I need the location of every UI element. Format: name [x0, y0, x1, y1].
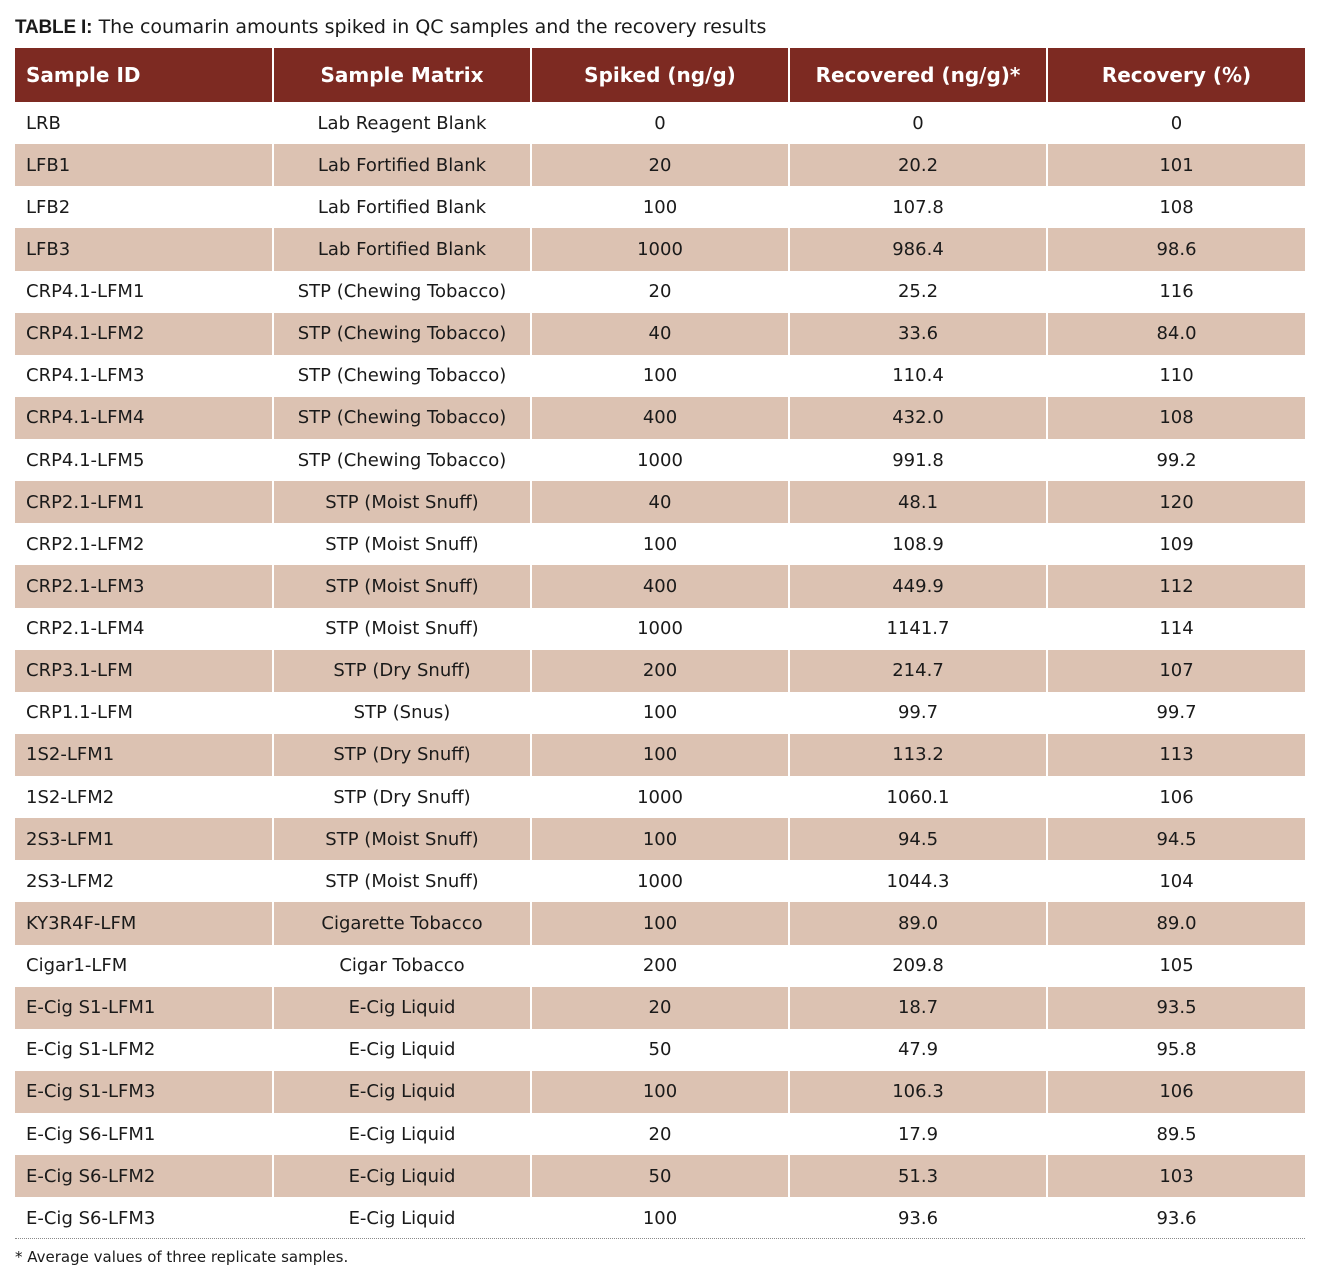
cell-recovered: 432.0 [789, 397, 1047, 439]
table-row [15, 1197, 1305, 1239]
cell-sample-matrix: Cigarette Tobacco [273, 902, 531, 944]
cell-recovered: 110.4 [789, 355, 1047, 397]
cell-sample-matrix: STP (Snus) [273, 692, 531, 734]
table-row [15, 692, 1305, 734]
cell-recovered: 94.5 [789, 818, 1047, 860]
column-header-sample-matrix: Sample Matrix [273, 48, 531, 102]
cell-sample-id: LFB3 [15, 228, 273, 270]
cell-recovered: 107.8 [789, 186, 1047, 228]
footnote-divider [15, 1238, 1305, 1239]
cell-recovery: 108 [1047, 186, 1305, 228]
cell-recovered: 108.9 [789, 523, 1047, 565]
cell-sample-id: E-Cig S6-LFM1 [26, 1123, 156, 1145]
cell-recovery: 109 [1047, 523, 1305, 565]
cell-recovery: 104 [1047, 860, 1305, 902]
cell-sample-matrix: STP (Moist Snuff) [273, 608, 531, 650]
cell-spiked: 100 [531, 902, 789, 944]
cell-recovery: 0 [1047, 102, 1305, 144]
column-header-spiked: Spiked (ng/g) [531, 48, 789, 102]
cell-recovery: 99.7 [1047, 692, 1305, 734]
cell-sample-id: KY3R4F-LFM [15, 902, 273, 944]
column-header-recovered: Recovered (ng/g)* [789, 48, 1047, 102]
cell-recovered: 113.2 [789, 734, 1047, 776]
cell-sample-id: LFB2 [26, 196, 71, 218]
cell-sample-id: 2S3-LFM1 [15, 818, 273, 860]
cell-sample-matrix: E-Cig Liquid [273, 1029, 531, 1071]
table-caption-label: TABLE I: [15, 17, 93, 38]
cell-sample-matrix: STP (Moist Snuff) [273, 565, 531, 607]
cell-spiked: 100 [531, 734, 789, 776]
table-row [15, 228, 1305, 270]
cell-spiked: 100 [531, 692, 789, 734]
cell-sample-id: CRP1.1-LFM [26, 702, 133, 724]
cell-recovery: 89.5 [1047, 1113, 1305, 1155]
table-row [15, 650, 1305, 692]
cell-recovery: 89.0 [1047, 902, 1305, 944]
table-row [15, 144, 1305, 186]
table-row [15, 734, 1305, 776]
cell-recovered: 1044.3 [789, 860, 1047, 902]
cell-recovery: 93.5 [1047, 987, 1305, 1029]
cell-recovery: 98.6 [1047, 228, 1305, 270]
cell-recovered: 17.9 [789, 1113, 1047, 1155]
cell-sample-id: CRP4.1-LFM3 [26, 365, 145, 387]
cell-sample-id: CRP2.1-LFM1 [15, 481, 273, 523]
cell-sample-matrix: STP (Chewing Tobacco) [273, 439, 531, 481]
cell-spiked: 50 [531, 1029, 789, 1071]
cell-recovered: 1141.7 [789, 608, 1047, 650]
cell-recovered: 99.7 [789, 692, 1047, 734]
cell-spiked: 20 [531, 271, 789, 313]
cell-spiked: 1000 [531, 608, 789, 650]
cell-spiked: 100 [531, 355, 789, 397]
table-row [15, 186, 1305, 228]
cell-sample-matrix: E-Cig Liquid [273, 987, 531, 1029]
cell-recovery: 108 [1047, 397, 1305, 439]
cell-spiked: 400 [531, 397, 789, 439]
cell-spiked: 50 [531, 1155, 789, 1197]
cell-recovered: 33.6 [789, 313, 1047, 355]
cell-spiked: 1000 [531, 776, 789, 818]
cell-sample-matrix: STP (Dry Snuff) [273, 650, 531, 692]
table-row [15, 608, 1305, 650]
cell-sample-id: CRP4.1-LFM5 [26, 449, 145, 471]
cell-spiked: 400 [531, 565, 789, 607]
table-row [15, 1071, 1305, 1113]
table-row [15, 481, 1305, 523]
cell-recovered: 214.7 [789, 650, 1047, 692]
cell-recovery: 110 [1047, 355, 1305, 397]
cell-recovery: 105 [1047, 945, 1305, 987]
table-row [15, 1029, 1305, 1071]
cell-sample-matrix: STP (Moist Snuff) [273, 818, 531, 860]
cell-sample-matrix: STP (Moist Snuff) [273, 481, 531, 523]
cell-sample-id: Cigar1-LFM [26, 955, 128, 977]
cell-recovered: 986.4 [789, 228, 1047, 270]
column-header-recovery: Recovery (%) [1047, 48, 1305, 102]
cell-sample-id: CRP2.1-LFM3 [15, 565, 273, 607]
cell-sample-id: CRP4.1-LFM1 [26, 281, 145, 303]
cell-spiked: 1000 [531, 439, 789, 481]
cell-recovered: 1060.1 [789, 776, 1047, 818]
cell-spiked: 20 [531, 987, 789, 1029]
cell-spiked: 100 [531, 1197, 789, 1239]
table-row [15, 987, 1305, 1029]
cell-spiked: 20 [531, 1113, 789, 1155]
table-caption-title: The coumarin amounts spiked in QC samples and the recovery results [98, 16, 767, 38]
cell-sample-matrix: Lab Fortified Blank [273, 228, 531, 270]
cell-recovery: 99.2 [1047, 439, 1305, 481]
cell-recovered: 991.8 [789, 439, 1047, 481]
cell-sample-id: CRP2.1-LFM4 [26, 618, 145, 640]
cell-spiked: 200 [531, 650, 789, 692]
cell-sample-matrix: E-Cig Liquid [273, 1155, 531, 1197]
cell-sample-matrix: STP (Chewing Tobacco) [273, 355, 531, 397]
cell-recovered: 209.8 [789, 945, 1047, 987]
cell-recovered: 449.9 [789, 565, 1047, 607]
cell-recovered: 48.1 [789, 481, 1047, 523]
cell-sample-id: E-Cig S6-LFM3 [26, 1207, 156, 1229]
cell-sample-matrix: E-Cig Liquid [273, 1071, 531, 1113]
cell-spiked: 100 [531, 523, 789, 565]
table-row [15, 860, 1305, 902]
table-row [15, 1113, 1305, 1155]
table-row [15, 355, 1305, 397]
cell-sample-id: LRB [26, 112, 61, 134]
table-header-row [15, 48, 1305, 102]
cell-recovered: 89.0 [789, 902, 1047, 944]
cell-spiked: 100 [531, 818, 789, 860]
cell-sample-matrix: Cigar Tobacco [273, 945, 531, 987]
cell-sample-matrix: STP (Moist Snuff) [273, 523, 531, 565]
cell-recovered: 18.7 [789, 987, 1047, 1029]
cell-recovery: 113 [1047, 734, 1305, 776]
cell-recovered: 93.6 [789, 1197, 1047, 1239]
cell-recovery: 94.5 [1047, 818, 1305, 860]
table-row [15, 1155, 1305, 1197]
table-caption [15, 12, 766, 42]
cell-sample-id: 2S3-LFM2 [26, 870, 115, 892]
table-header [15, 48, 1305, 102]
cell-spiked: 0 [531, 102, 789, 144]
table-row [15, 523, 1305, 565]
cell-sample-id: 1S2-LFM2 [26, 786, 115, 808]
cell-sample-matrix: STP (Dry Snuff) [273, 734, 531, 776]
cell-recovery: 107 [1047, 650, 1305, 692]
table-row [15, 397, 1305, 439]
cell-sample-matrix: STP (Dry Snuff) [273, 776, 531, 818]
cell-recovered: 20.2 [789, 144, 1047, 186]
cell-sample-matrix: E-Cig Liquid [273, 1197, 531, 1239]
table-row [15, 818, 1305, 860]
cell-recovery: 84.0 [1047, 313, 1305, 355]
cell-sample-id: CRP4.1-LFM4 [15, 397, 273, 439]
table-row [15, 102, 1305, 144]
cell-recovered: 51.3 [789, 1155, 1047, 1197]
cell-sample-id: E-Cig S1-LFM2 [26, 1039, 156, 1061]
cell-sample-matrix: STP (Chewing Tobacco) [273, 313, 531, 355]
cell-recovery: 114 [1047, 608, 1305, 650]
table-row [15, 439, 1305, 481]
cell-spiked: 40 [531, 481, 789, 523]
table-row [15, 902, 1305, 944]
cell-sample-id: 1S2-LFM1 [15, 734, 273, 776]
cell-sample-matrix: E-Cig Liquid [273, 1113, 531, 1155]
table-row [15, 776, 1305, 818]
cell-sample-id: E-Cig S6-LFM2 [15, 1155, 273, 1197]
cell-sample-id: LFB1 [15, 144, 273, 186]
table-row [15, 313, 1305, 355]
cell-recovered: 25.2 [789, 271, 1047, 313]
cell-recovery: 120 [1047, 481, 1305, 523]
cell-recovery: 101 [1047, 144, 1305, 186]
table-row [15, 271, 1305, 313]
cell-sample-matrix: STP (Chewing Tobacco) [273, 271, 531, 313]
column-header-sample-id: Sample ID [15, 48, 273, 102]
table-footnote: * Average values of three replicate samples. [15, 1248, 349, 1266]
cell-recovery: 106 [1047, 776, 1305, 818]
recovery-table [15, 48, 1305, 1239]
cell-spiked: 100 [531, 186, 789, 228]
cell-recovery: 103 [1047, 1155, 1305, 1197]
cell-recovery: 116 [1047, 271, 1305, 313]
cell-spiked: 200 [531, 945, 789, 987]
table-row [15, 565, 1305, 607]
cell-sample-matrix: Lab Fortified Blank [273, 186, 531, 228]
table-body [15, 102, 1305, 1239]
cell-sample-id: E-Cig S1-LFM3 [15, 1071, 273, 1113]
cell-recovered: 0 [789, 102, 1047, 144]
cell-recovery: 106 [1047, 1071, 1305, 1113]
cell-sample-id: CRP4.1-LFM2 [15, 313, 273, 355]
cell-spiked: 40 [531, 313, 789, 355]
table-row [15, 945, 1305, 987]
cell-recovery: 93.6 [1047, 1197, 1305, 1239]
cell-spiked: 20 [531, 144, 789, 186]
cell-recovery: 95.8 [1047, 1029, 1305, 1071]
cell-recovered: 47.9 [789, 1029, 1047, 1071]
cell-spiked: 1000 [531, 228, 789, 270]
cell-spiked: 100 [531, 1071, 789, 1113]
cell-recovery: 112 [1047, 565, 1305, 607]
cell-sample-id: E-Cig S1-LFM1 [15, 987, 273, 1029]
cell-sample-matrix: Lab Fortified Blank [273, 144, 531, 186]
cell-sample-id: CRP2.1-LFM2 [26, 533, 145, 555]
cell-sample-matrix: Lab Reagent Blank [273, 102, 531, 144]
cell-recovered: 106.3 [789, 1071, 1047, 1113]
cell-spiked: 1000 [531, 860, 789, 902]
cell-sample-matrix: STP (Chewing Tobacco) [273, 397, 531, 439]
cell-sample-id: CRP3.1-LFM [15, 650, 273, 692]
cell-sample-matrix: STP (Moist Snuff) [273, 860, 531, 902]
